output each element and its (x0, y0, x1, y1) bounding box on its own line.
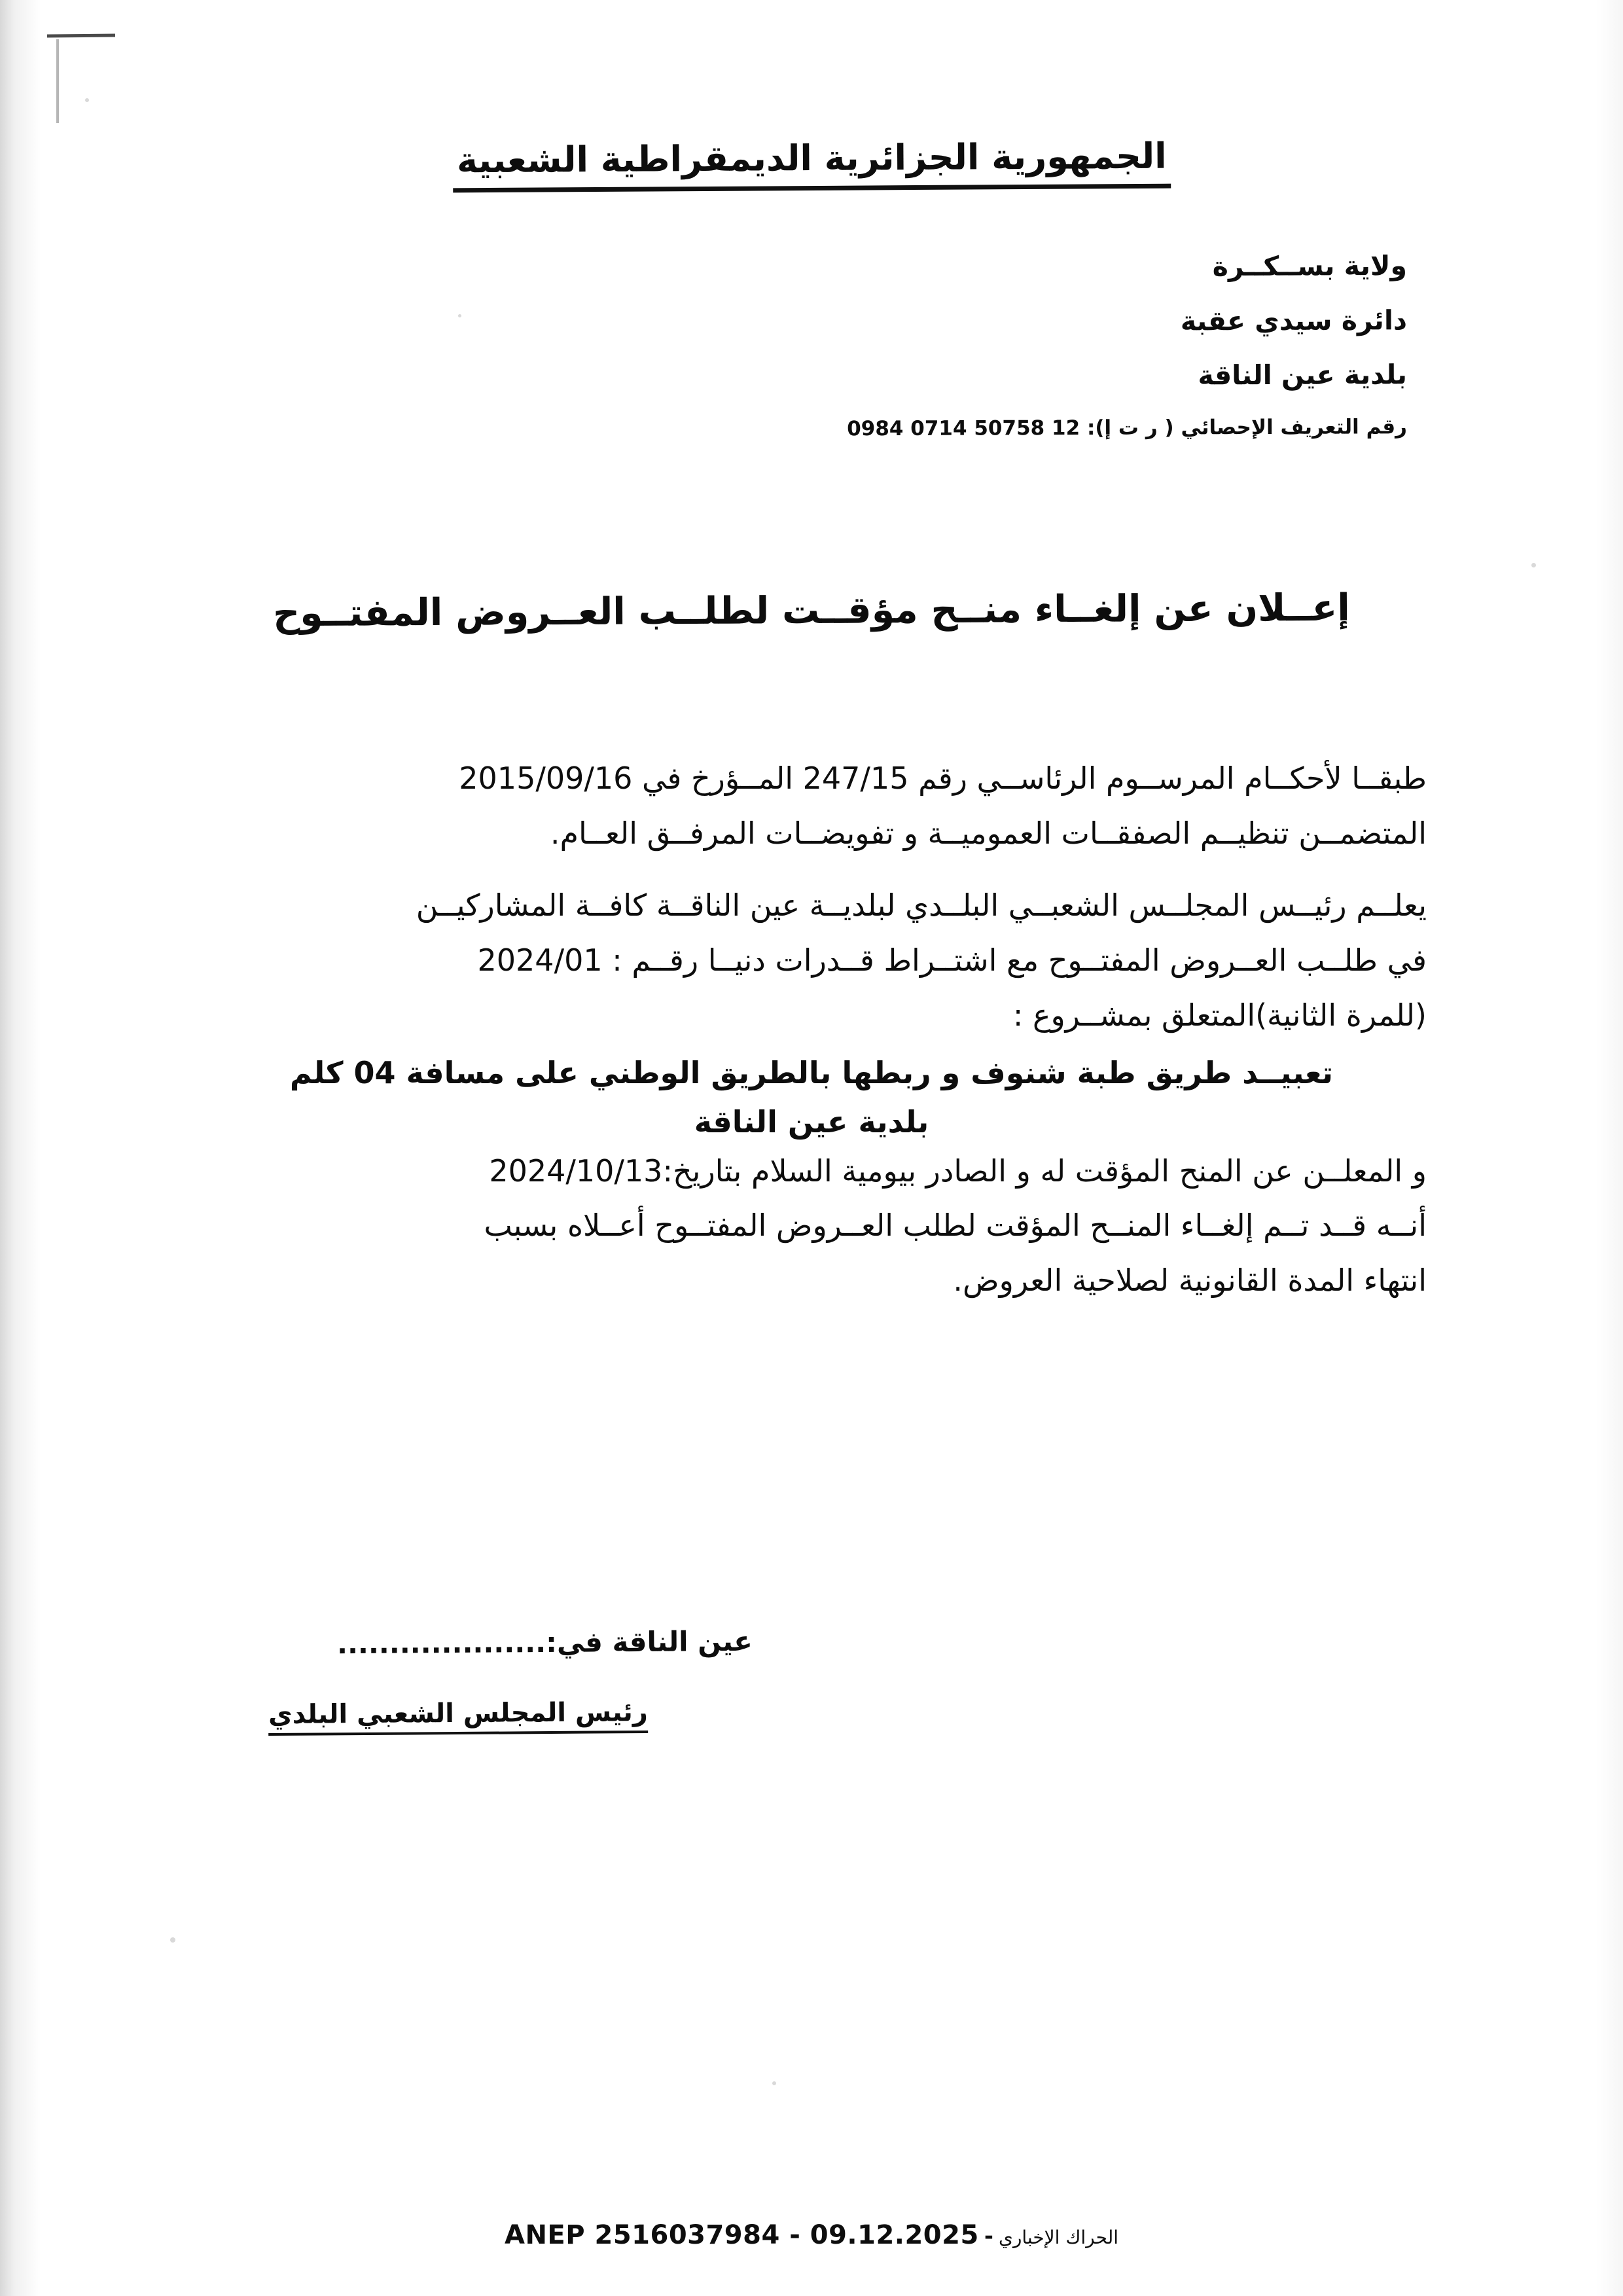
footer (0, 2220, 1623, 2250)
scan-speck (1531, 563, 1536, 567)
footer-inner (505, 2220, 1118, 2250)
republic-header-text: الجمهورية الجزائرية الديمقراطية الشعبية (452, 134, 1170, 192)
scan-edge-shadow-left (0, 0, 41, 2296)
daira-line: دائرة سيدي عقبة (1180, 304, 1408, 337)
paragraph-gap (196, 866, 1427, 883)
scan-artifact-line (56, 39, 59, 123)
project-title (196, 1050, 1427, 1145)
wilaya-line: ولاية بســكــرة (1212, 249, 1408, 283)
statistical-id-line: رقم التعريف الإحصائي ( ر ت إ): 12 50758 0714 0984 (847, 415, 1408, 441)
republic-header (0, 136, 1623, 190)
paragraph-cancellation-line-1: أنــه قــد تــم إلغــاء المنــح المؤقت لطلب العــروض المفتــوح أعــلاه بسبب (484, 1208, 1427, 1244)
project-title-line-2: بلدية عين الناقة (694, 1103, 929, 1139)
paragraph-legal-basis-line-1: طبقــا لأحكــام المرســوم الرئاســي رقم 247/15 المــؤرخ في 2015/09/16 (459, 761, 1427, 796)
scan-edge-shadow-right (1597, 0, 1623, 2296)
footer-source: الحراك الإخباري (998, 2227, 1119, 2248)
paragraph-announcement-line-2: في طلــب العــروض المفتــوح مع اشتــراط قــدرات دنيــا رقــم : 2024/01 (477, 942, 1427, 978)
signature-place-and-date: عين الناقة في:.................... (337, 1624, 753, 1660)
project-title-line-1: تعبيــد طريق طبة شنوف و ربطها بالطريق الوطني على مسافة 04 كلم (289, 1054, 1334, 1090)
scan-speck (85, 98, 89, 102)
footer-anep-reference: ANEP 2516037984 - 09.12.2025 (504, 2220, 979, 2250)
page-title: إعــلان عن إلغــاء منــح مؤقــت لطلــب العــروض المفتــوح (272, 586, 1351, 636)
signature-role: رئيس المجلس الشعبي البلدي (268, 1697, 648, 1736)
document-body (196, 756, 1427, 1313)
paragraph-legal-basis-line-2: المتضمــن تنظيــم الصفقــات العموميــة و تفويضــات المرفــق العــام. (550, 815, 1427, 851)
scan-speck (458, 314, 461, 317)
paragraph-announcement-line-1: يعلــم رئيــس المجلــس الشعبــي البلــدي لبلديــة عين الناقــة كافــة المشاركيــن (416, 887, 1427, 923)
administrative-block (753, 249, 1408, 441)
paragraph-cancellation-line-2: انتهاء المدة القانونية لصلاحية العروض. (953, 1263, 1427, 1299)
footer-separator: - (984, 2223, 993, 2250)
scan-speck (772, 2081, 776, 2085)
baladia-line: بلدية عين الناقة (1198, 359, 1408, 391)
scan-artifact-mark (47, 33, 115, 37)
paragraph-provisional-award-notice: و المعلــن عن المنح المؤقت له و الصادر بيومية السلام بتاريخ:2024/10/13 (489, 1153, 1427, 1189)
paragraph-announcement-line-3: (للمرة الثانية)المتعلق بمشــروع : (1012, 997, 1427, 1033)
scan-speck (170, 1937, 175, 1943)
